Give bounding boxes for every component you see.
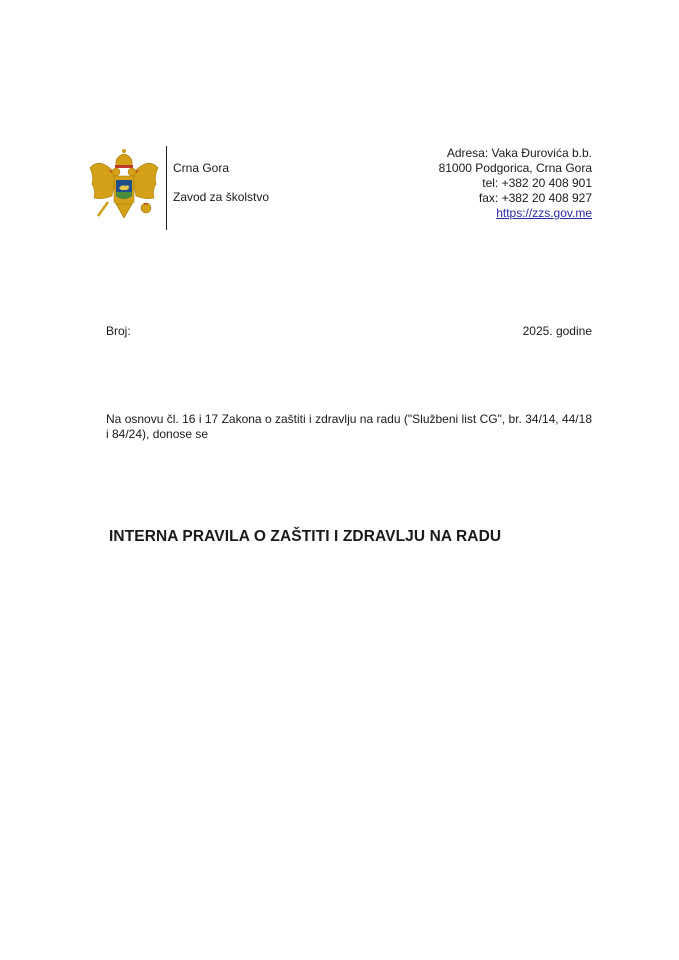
montenegro-coat-of-arms-icon xyxy=(86,146,162,228)
website-link[interactable]: https://zzs.gov.me xyxy=(496,206,592,220)
reference-number-label: Broj: xyxy=(106,324,131,338)
city-line: 81000 Podgorica, Crna Gora xyxy=(438,161,592,175)
header-divider xyxy=(166,146,167,230)
document-title: INTERNA PRAVILA O ZAŠTITI I ZDRAVLJU NA RADU xyxy=(109,528,502,545)
reference-date: 2025. godine xyxy=(522,324,592,338)
legal-preamble: Na osnovu čl. 16 i 17 Zakona o zaštiti i zdravlju na radu ("Službeni list CG", br. 34/14, 44/18 i 84/24), donose se xyxy=(106,412,592,441)
contact-block xyxy=(439,146,592,221)
fax-line: fax: +382 20 408 927 xyxy=(478,191,592,205)
address-line: Adresa: Vaka Đurovića b.b. xyxy=(446,146,592,160)
organization-name: Zavod za školstvo xyxy=(173,190,270,204)
phone-line: tel: +382 20 408 901 xyxy=(482,176,592,190)
country-name: Crna Gora xyxy=(173,161,230,175)
